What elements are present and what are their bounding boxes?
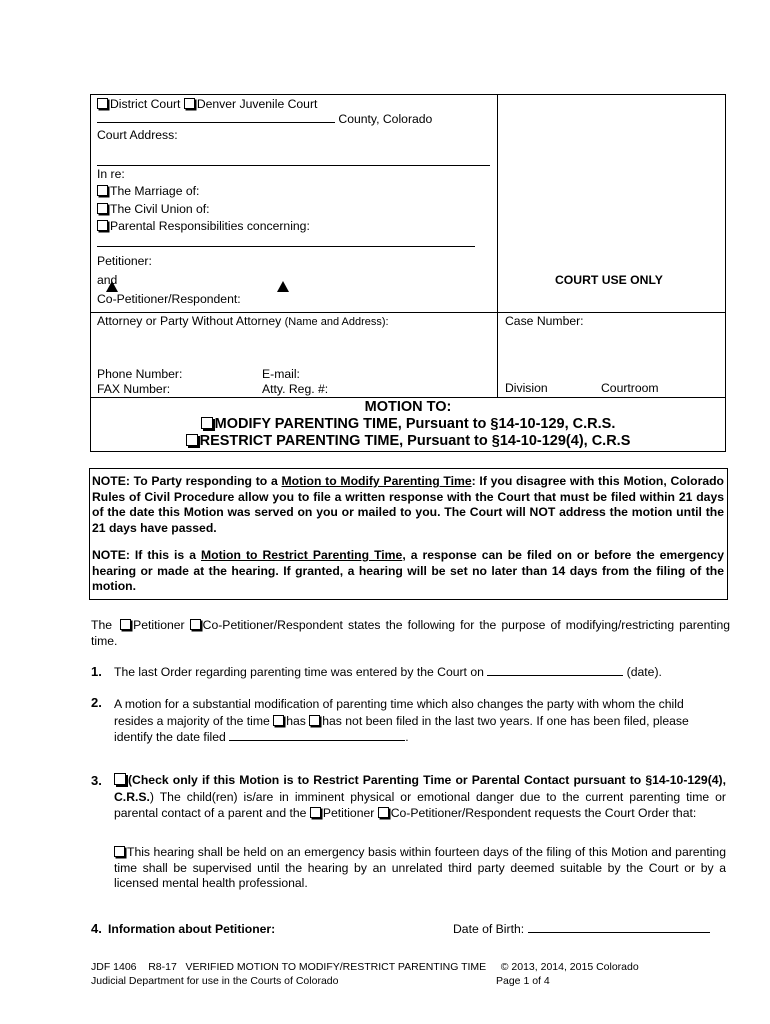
item3-number: 3.: [91, 773, 102, 788]
caption-row-divider-1: [90, 312, 725, 313]
phone-label: Phone Number:: [97, 367, 183, 381]
note-modify-title: Motion to Modify Parenting Time: [281, 474, 472, 488]
item2-has: has: [286, 713, 306, 728]
court-address-line[interactable]: [97, 165, 490, 166]
item3-sub-checkbox[interactable]: [114, 846, 125, 857]
county-label: County, Colorado: [338, 112, 433, 126]
court-address-label: Court Address:: [97, 128, 178, 142]
parental-option: [97, 219, 310, 233]
intro-the: The: [91, 618, 113, 632]
attorney-label-text: Attorney or Party Without Attorney: [97, 314, 282, 328]
item2-number: 2.: [91, 695, 102, 710]
title-line3-row: [90, 433, 726, 450]
parental-checkbox[interactable]: [97, 220, 108, 231]
restrict-checkbox[interactable]: [186, 434, 198, 446]
and-label: and: [97, 273, 118, 287]
intro-co-petitioner-checkbox[interactable]: [190, 619, 201, 630]
note-modify: [92, 474, 724, 536]
item3-checkbox[interactable]: [114, 773, 126, 785]
intro-petitioner-checkbox[interactable]: [120, 619, 131, 630]
item2-text: A motion for a substantial modification of parenting time which also changes the party with whom the child resides a majority of the time has has not been filed in the last two years. If one has been filed, please identify the date filed .: [114, 697, 689, 744]
note-restrict: [92, 548, 724, 595]
marriage-checkbox[interactable]: [97, 185, 108, 196]
denver-juvenile-checkbox[interactable]: [184, 98, 195, 109]
up-arrow-icon: [106, 281, 118, 292]
division-label: Division: [505, 381, 548, 395]
note-restrict-a: NOTE: If this is a: [92, 548, 202, 562]
item4-number: 4.: [91, 921, 102, 936]
item1-date-input[interactable]: [487, 675, 623, 676]
county-input[interactable]: [97, 122, 335, 123]
denver-juvenile-label: Denver Juvenile Court: [196, 97, 318, 111]
email-label: E-mail:: [262, 367, 300, 381]
dob-input[interactable]: [528, 932, 710, 933]
court-selection: [97, 97, 317, 111]
item1-b: (date).: [626, 665, 662, 679]
item3-text: [114, 772, 726, 822]
item2-date-input[interactable]: [229, 740, 405, 741]
motion-title: [90, 399, 726, 450]
petitioner-label: Petitioner:: [97, 254, 152, 268]
in-re-label: In re:: [97, 167, 125, 181]
page-number: Page 1 of 4: [496, 975, 550, 987]
note-restrict-b: , a response can be filed on or before the emergency hearing or made at the hearing. If granted, a hearing will be set no later than 14 days from the filing of the motion.: [92, 548, 724, 593]
item4-dob-label: Date of Birth:: [453, 922, 525, 936]
item1-text: [114, 665, 662, 679]
item2-has-not: has not been filed in the last two years. If one has been filed, please identify the date filed: [114, 713, 689, 744]
item3-bold: (Check only if this Motion is to Restrict Parenting Time or Parental Contact pursuant to §14-10-129(4), C.R.S.: [114, 773, 726, 804]
item2-has-not-checkbox[interactable]: [309, 715, 320, 726]
footer-line2: Judicial Department for use in the Courts of Colorado: [91, 975, 339, 987]
up-arrow-icon: [277, 281, 289, 292]
title-line2-row: [90, 416, 726, 433]
county-line: [97, 112, 432, 126]
item3-co-petitioner: Co-Petitioner/Respondent requests the Court Order that:: [390, 806, 697, 820]
title-line2: MODIFY PARENTING TIME, Pursuant to §14-10-129, C.R.S.: [214, 416, 616, 432]
civil-union-checkbox[interactable]: [97, 203, 108, 214]
item2-a: A motion for a substantial modification of parenting time which also changes the party with whom the child resides a majority of the time: [114, 697, 684, 728]
item1-a: The last Order regarding parenting time was entered by the Court on: [114, 665, 484, 679]
case-number-label: Case Number:: [505, 314, 584, 328]
item4-label: Information about Petitioner:: [108, 922, 276, 936]
item3-sub: [114, 845, 726, 892]
atty-reg-label: Atty. Reg. #:: [262, 382, 329, 396]
item3-petitioner-checkbox[interactable]: [310, 807, 321, 818]
intro-co-petitioner: Co-Petitioner/Respondent: [202, 618, 343, 632]
caption-divider: [497, 94, 498, 397]
attorney-label: [97, 314, 389, 328]
item1-number: 1.: [91, 664, 102, 679]
civil-union-option: [97, 202, 210, 216]
fax-label: FAX Number:: [97, 382, 171, 396]
item3-sub-text: This hearing shall be held on an emergency basis within fourteen days of the filing of this Motion and parenting time shall be supervised until the hearing by an unrelated third party deemed suitable by the Court or by a licensed mental health professional.: [114, 845, 726, 890]
note-modify-b: : If you disagree with this Motion, Colorado Rules of Civil Procedure allow you to file a written response with the Court that must be filed within 21 days of the date this Motion was served on you or mailed to you. The Court will NOT address the motion until the 21 days have passed.: [92, 474, 724, 535]
parental-label: Parental Responsibilities concerning:: [110, 219, 310, 233]
item4-dob: [453, 922, 710, 936]
caption-row-divider-2: [90, 397, 725, 398]
co-petitioner-label: Co-Petitioner/Respondent:: [97, 292, 241, 306]
court-use-only: COURT USE ONLY: [555, 273, 663, 287]
district-court-checkbox[interactable]: [97, 98, 108, 109]
intro-rest: states the following for the purpose of modifying/restricting parenting time.: [91, 618, 731, 648]
note-modify-a: NOTE: To Party responding to a: [92, 474, 282, 488]
attorney-label-small: (Name and Address):: [284, 316, 389, 328]
item2-has-checkbox[interactable]: [273, 715, 284, 726]
party-name-line[interactable]: [97, 246, 475, 247]
marriage-label: The Marriage of:: [110, 184, 200, 198]
modify-checkbox[interactable]: [201, 417, 213, 429]
item3-a: ) The child(ren) is/are in imminent physical or emotional danger due to the current parenting time or parental contact of a parent and the: [114, 789, 726, 820]
marriage-option: [97, 184, 199, 198]
item3-co-petitioner-checkbox[interactable]: [378, 807, 389, 818]
civil-union-label: The Civil Union of:: [110, 202, 210, 216]
intro-paragraph: [91, 617, 730, 649]
note-restrict-title: Motion to Restrict Parenting Time: [201, 548, 403, 562]
item3-petitioner: Petitioner: [322, 806, 375, 820]
courtroom-label: Courtroom: [601, 381, 659, 395]
intro-petitioner: Petitioner: [133, 618, 185, 632]
footer-line1: JDF 1406 R8-17 VERIFIED MOTION TO MODIFY/RESTRICT PARENTING TIME © 2013, 2014, 2015 Colorado: [91, 961, 639, 973]
title-line1: MOTION TO:: [364, 399, 452, 415]
district-court-label: District Court: [110, 97, 181, 111]
title-line3: RESTRICT PARENTING TIME, Pursuant to §14-10-129(4), C.R.S: [199, 433, 631, 449]
